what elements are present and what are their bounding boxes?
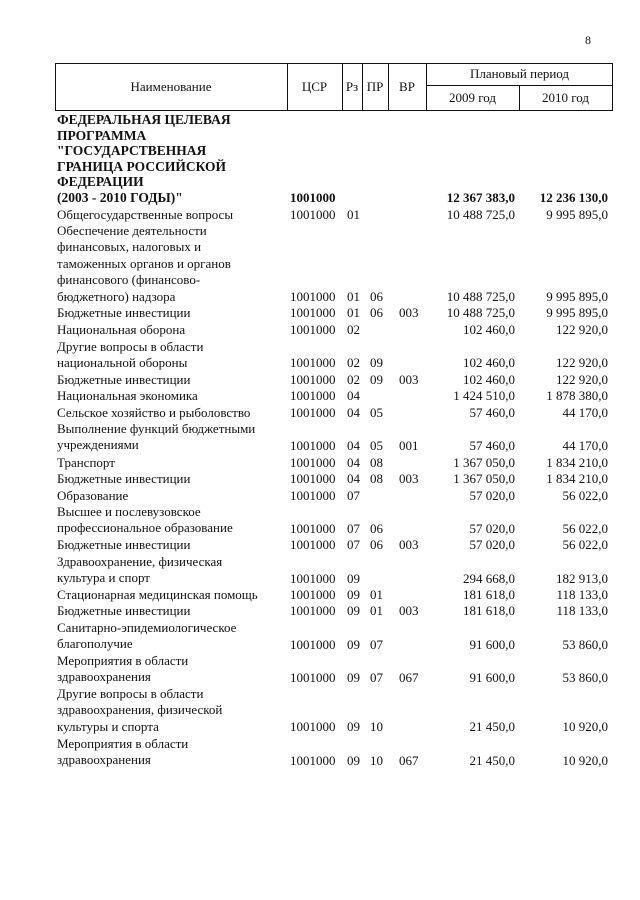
row-name: Национальная оборона [57, 322, 186, 337]
row-rz: 02 [347, 372, 360, 387]
row-csr: 1001000 [290, 587, 336, 602]
row-csr: 1001000 [290, 190, 336, 205]
row-name: Выполнение функций бюджетными учреждениями [57, 421, 256, 453]
row-csr: 1001000 [290, 455, 336, 470]
row-2009: 57 020,0 [469, 521, 515, 536]
header-vr: ВР [399, 79, 415, 94]
row-csr: 1001000 [290, 372, 336, 387]
row-name: Образование [57, 488, 129, 503]
row-2010: 1 834 210,0 [546, 471, 608, 486]
row-2009: 10 488 725,0 [446, 207, 515, 222]
row-rz: 09 [347, 603, 360, 618]
row-csr: 1001000 [290, 322, 336, 337]
row-name: Бюджетные инвестиции [57, 305, 191, 320]
table-header [55, 63, 613, 111]
row-pr: 08 [370, 455, 383, 470]
header-bottom-border [55, 110, 613, 111]
row-pr: 01 [370, 603, 383, 618]
row-rz: 04 [347, 438, 360, 453]
row-csr: 1001000 [290, 670, 336, 685]
row-vr: 003 [399, 603, 419, 618]
row-csr: 1001000 [290, 305, 336, 320]
row-2010: 44 170,0 [562, 405, 608, 420]
row-2010: 182 913,0 [556, 571, 608, 586]
row-2010: 12 236 130,0 [539, 190, 608, 205]
row-2009: 91 600,0 [469, 670, 515, 685]
row-rz: 01 [347, 305, 360, 320]
row-name: Обеспечение деятельности финансовых, налоговых и таможенных органов и органов финансового (финансово- бюджетного) надзора [57, 223, 231, 304]
row-2009: 1 367 050,0 [453, 455, 515, 470]
row-csr: 1001000 [290, 405, 336, 420]
row-name: Бюджетные инвестиции [57, 603, 191, 618]
row-pr: 08 [370, 471, 383, 486]
row-rz: 09 [347, 719, 360, 734]
row-pr: 06 [370, 521, 383, 536]
row-pr: 10 [370, 719, 383, 734]
row-csr: 1001000 [290, 603, 336, 618]
header-planned-period: Плановый период [469, 66, 570, 81]
row-rz: 02 [347, 355, 360, 370]
row-2009: 12 367 383,0 [446, 190, 515, 205]
row-csr: 1001000 [290, 719, 336, 734]
row-name: Транспорт [57, 455, 115, 470]
row-name: Бюджетные инвестиции [57, 372, 191, 387]
header-pr: ПР [366, 79, 384, 94]
row-pr: 01 [370, 587, 383, 602]
row-2009: 10 488 725,0 [446, 305, 515, 320]
row-vr: 067 [399, 670, 419, 685]
row-vr: 003 [399, 305, 419, 320]
row-2009: 294 668,0 [463, 571, 515, 586]
row-2010: 53 860,0 [562, 637, 608, 652]
row-2010: 44 170,0 [562, 438, 608, 453]
row-name: Бюджетные инвестиции [57, 537, 191, 552]
page-number: 8 [585, 33, 591, 47]
row-pr: 07 [370, 637, 383, 652]
row-2009: 57 460,0 [469, 438, 515, 453]
row-vr: 003 [399, 471, 419, 486]
row-2009: 21 450,0 [469, 753, 515, 768]
row-2009: 102 460,0 [463, 322, 515, 337]
row-2010: 9 995 895,0 [546, 289, 608, 304]
row-name: Высшее и послевузовское профессиональное образование [57, 504, 233, 536]
row-vr: 003 [399, 537, 419, 552]
row-name: Общегосударственные вопросы [57, 207, 234, 222]
row-rz: 04 [347, 455, 360, 470]
row-name: Другие вопросы в области здравоохранения, физической культуры и спорта [57, 686, 223, 734]
row-rz: 02 [347, 322, 360, 337]
row-csr: 1001000 [290, 753, 336, 768]
row-rz: 04 [347, 471, 360, 486]
row-2009: 57 020,0 [469, 537, 515, 552]
row-2009: 181 618,0 [463, 603, 515, 618]
row-pr: 05 [370, 438, 383, 453]
header-top-border [55, 63, 613, 64]
row-rz: 09 [347, 753, 360, 768]
row-csr: 1001000 [290, 471, 336, 486]
row-name: Мероприятия в области здравоохранения [57, 736, 189, 768]
row-2009: 181 618,0 [463, 587, 515, 602]
row-csr: 1001000 [290, 521, 336, 536]
row-2010: 9 995 895,0 [546, 207, 608, 222]
row-2009: 57 020,0 [469, 488, 515, 503]
row-2009: 1 424 510,0 [453, 388, 515, 403]
row-2010: 56 022,0 [562, 521, 608, 536]
row-name: Здравоохранение, физическая культура и спорт [57, 554, 223, 586]
row-pr: 06 [370, 305, 383, 320]
row-2010: 1 878 380,0 [546, 388, 608, 403]
row-2010: 118 133,0 [556, 587, 608, 602]
row-name: Санитарно-эпидемиологическое благополучие [57, 620, 237, 652]
row-name: Сельское хозяйство и рыболовство [57, 405, 251, 420]
row-name: Стационарная медицинская помощь [57, 587, 258, 602]
row-2010: 122 920,0 [556, 322, 608, 337]
row-2010: 10 920,0 [562, 719, 608, 734]
row-2010: 118 133,0 [556, 603, 608, 618]
header-rz: Рз [345, 79, 359, 94]
row-rz: 09 [347, 587, 360, 602]
row-rz: 09 [347, 637, 360, 652]
row-2010: 1 834 210,0 [546, 455, 608, 470]
row-pr: 05 [370, 405, 383, 420]
header-name: Наименование [130, 79, 212, 94]
row-csr: 1001000 [290, 388, 336, 403]
row-2009: 21 450,0 [469, 719, 515, 734]
row-pr: 09 [370, 355, 383, 370]
row-csr: 1001000 [290, 571, 336, 586]
row-csr: 1001000 [290, 207, 336, 222]
row-rz: 07 [347, 488, 360, 503]
row-name: Национальная экономика [57, 388, 198, 403]
row-csr: 1001000 [290, 289, 336, 304]
header-csr: ЦСР [301, 79, 328, 94]
row-csr: 1001000 [290, 488, 336, 503]
row-csr: 1001000 [290, 438, 336, 453]
row-name: Мероприятия в области здравоохранения [57, 653, 189, 685]
row-2010: 122 920,0 [556, 355, 608, 370]
row-2009: 102 460,0 [463, 372, 515, 387]
row-csr: 1001000 [290, 537, 336, 552]
row-rz: 09 [347, 571, 360, 586]
row-pr: 07 [370, 670, 383, 685]
row-2009: 10 488 725,0 [446, 289, 515, 304]
row-name: ФЕДЕРАЛЬНАЯ ЦЕЛЕВАЯ ПРОГРАММА "ГОСУДАРСТВЕННАЯ ГРАНИЦА РОССИЙСКОЙ ФЕДЕРАЦИИ (2003 - 2010 ГОДЫ)" [57, 112, 231, 205]
row-2010: 53 860,0 [562, 670, 608, 685]
row-vr: 003 [399, 372, 419, 387]
row-rz: 04 [347, 388, 360, 403]
row-vr: 001 [399, 438, 419, 453]
row-name: Другие вопросы в области национальной обороны [57, 339, 204, 371]
row-pr: 06 [370, 537, 383, 552]
row-csr: 1001000 [290, 355, 336, 370]
row-rz: 01 [347, 289, 360, 304]
row-2009: 102 460,0 [463, 355, 515, 370]
row-rz: 01 [347, 207, 360, 222]
row-2009: 57 460,0 [469, 405, 515, 420]
row-2010: 56 022,0 [562, 488, 608, 503]
row-vr: 067 [399, 753, 419, 768]
row-rz: 09 [347, 670, 360, 685]
row-rz: 07 [347, 537, 360, 552]
row-2010: 56 022,0 [562, 537, 608, 552]
row-csr: 1001000 [290, 637, 336, 652]
row-pr: 10 [370, 753, 383, 768]
header-year-2010: 2010 год [542, 90, 589, 105]
row-name: Бюджетные инвестиции [57, 471, 191, 486]
row-rz: 07 [347, 521, 360, 536]
row-rz: 04 [347, 405, 360, 420]
row-2009: 91 600,0 [469, 637, 515, 652]
row-pr: 09 [370, 372, 383, 387]
row-2010: 9 995 895,0 [546, 305, 608, 320]
header-year-2009: 2009 год [449, 90, 496, 105]
row-2010: 10 920,0 [562, 753, 608, 768]
row-2009: 1 367 050,0 [453, 471, 515, 486]
row-2010: 122 920,0 [556, 372, 608, 387]
row-pr: 06 [370, 289, 383, 304]
